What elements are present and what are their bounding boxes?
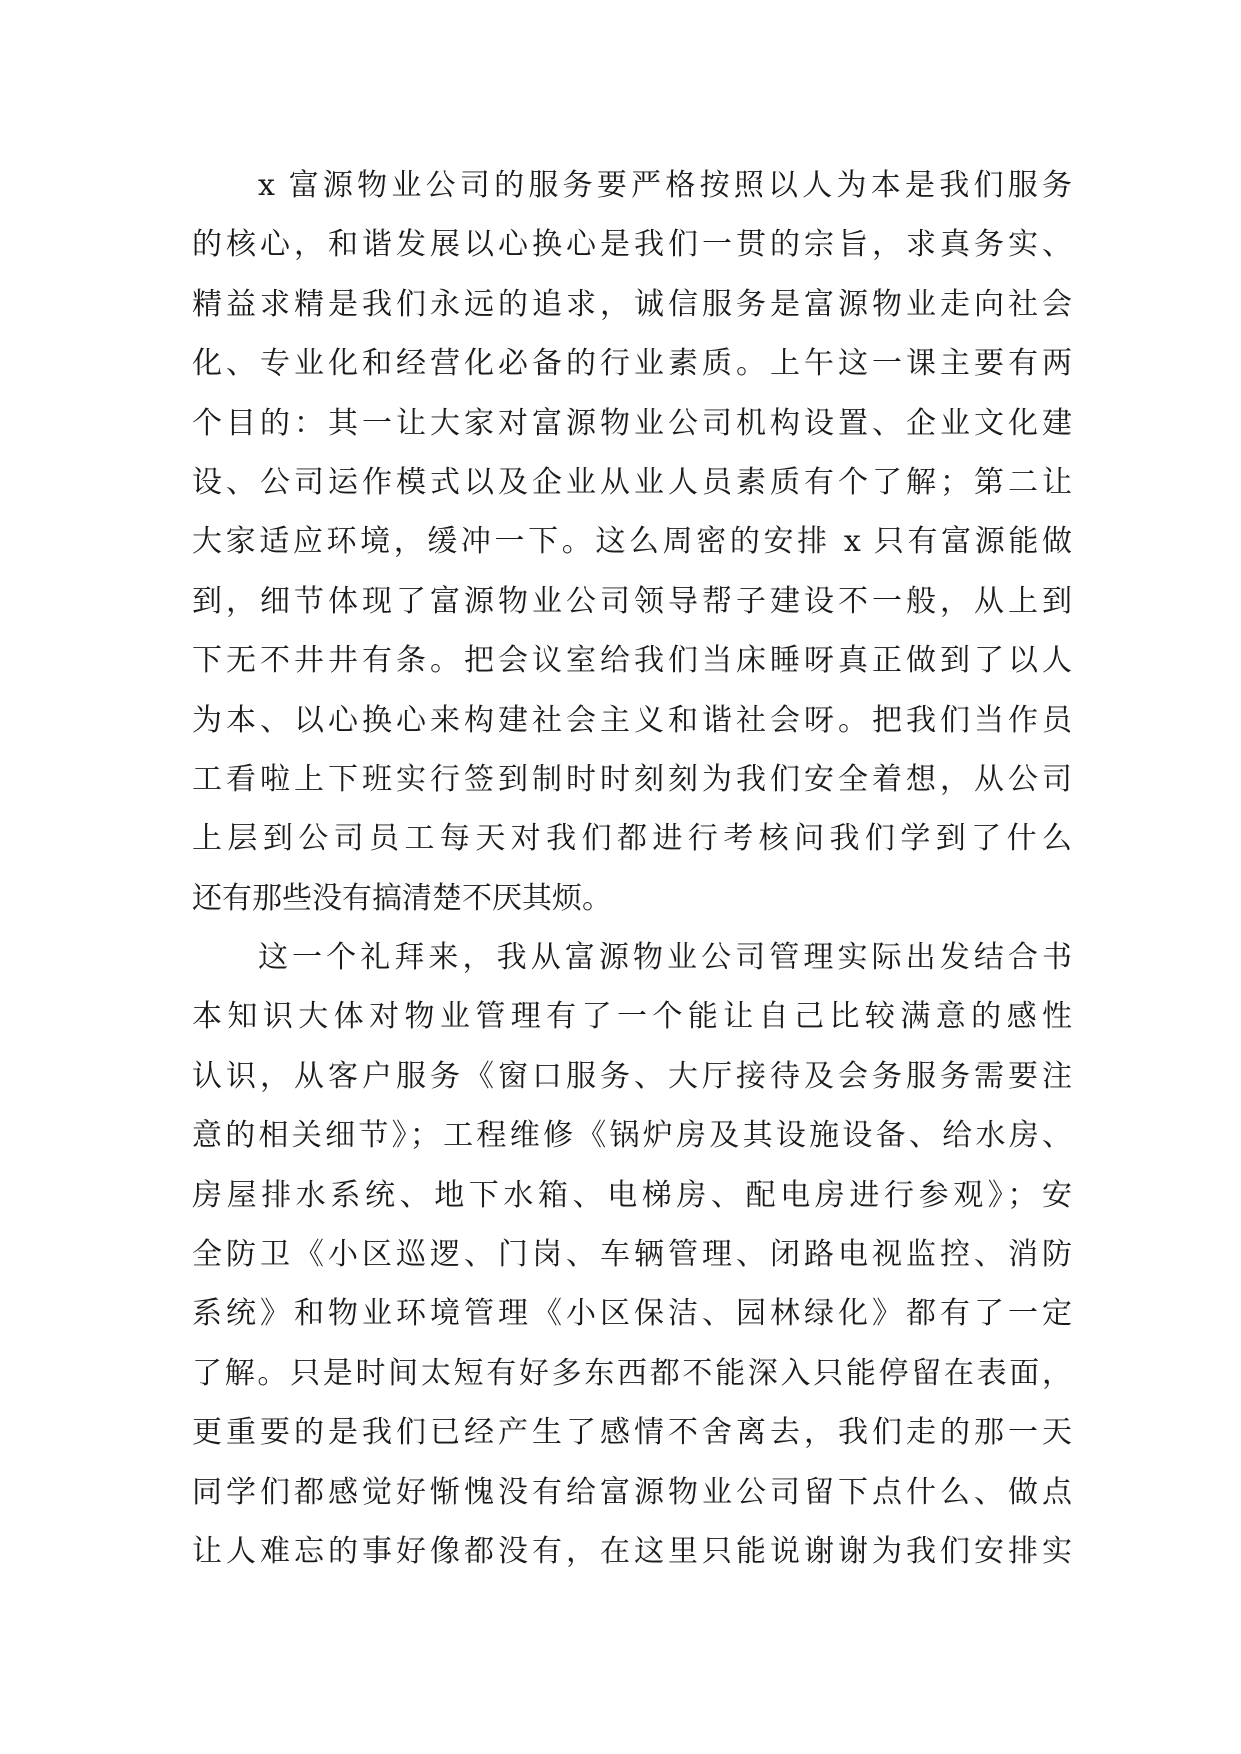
text-line: 设、公司运作模式以及企业从业人员素质有个了解；第二让 [192,464,1072,500]
text-line: 还有那些没有搞清楚不厌其烦。 [192,880,612,916]
text-line: x 富源物业公司的服务要严格按照以人为本是我们服务 [258,168,1072,203]
text-line: 个目的：其一让大家对富源物业公司机构设置、企业文化建 [192,405,1072,441]
text-line: 这一个礼拜来，我从富源物业公司管理实际出发结合书 [258,940,1072,976]
text-line: 本知识大体对物业管理有了一个能让自己比较满意的感性 [192,999,1072,1035]
text-line: 为本、以心换心来构建社会主义和谐社会呀。把我们当作员 [192,702,1072,738]
text-line: 让人难忘的事好像都没有，在这里只能说谢谢为我们安排实 [192,1533,1072,1569]
paragraph-2 [192,928,1072,1581]
text-line: 上层到公司员工每天对我们都进行考核问我们学到了什么 [192,821,1072,857]
text-line: 房屋排水系统、地下水箱、电梯房、配电房进行参观》；安 [192,1177,1072,1213]
text-line: 大家适应环境，缓冲一下。这么周密的安排 x 只有富源能做 [192,524,1072,560]
text-line: 的核心，和谐发展以心换心是我们一贯的宗旨，求真务实、 [192,227,1072,263]
text-line: 认识，从客户服务《窗口服务、大厅接待及会务服务需要注 [192,1058,1072,1094]
text-line: 系统》和物业环境管理《小区保洁、园林绿化》都有了一定 [192,1296,1072,1332]
text-line: 更重要的是我们已经产生了感情不舍离去，我们走的那一天 [192,1415,1072,1451]
text-line: 工看啦上下班实行签到制时时刻刻为我们安全着想，从公司 [192,761,1072,797]
text-line: 全防卫《小区巡逻、门岗、车辆管理、闭路电视监控、消防 [192,1237,1072,1273]
body-text [192,156,1072,1581]
text-line: 化、专业化和经营化必备的行业素质。上午这一课主要有两 [192,346,1072,382]
text-line: 下无不井井有条。把会议室给我们当床睡呀真正做到了以人 [192,643,1072,679]
text-line: 到，细节体现了富源物业公司领导帮子建设不一般，从上到 [192,583,1072,619]
text-line: 了解。只是时间太短有好多东西都不能深入只能停留在表面， [192,1355,1072,1391]
text-line: 精益求精是我们永远的追求，诚信服务是富源物业走向社会 [192,286,1072,322]
text-line: 意的相关细节》；工程维修《锅炉房及其设施设备、给水房、 [192,1118,1072,1154]
text-line: 同学们都感觉好惭愧没有给富源物业公司留下点什么、做点 [192,1474,1072,1510]
paragraph-1 [192,156,1072,928]
